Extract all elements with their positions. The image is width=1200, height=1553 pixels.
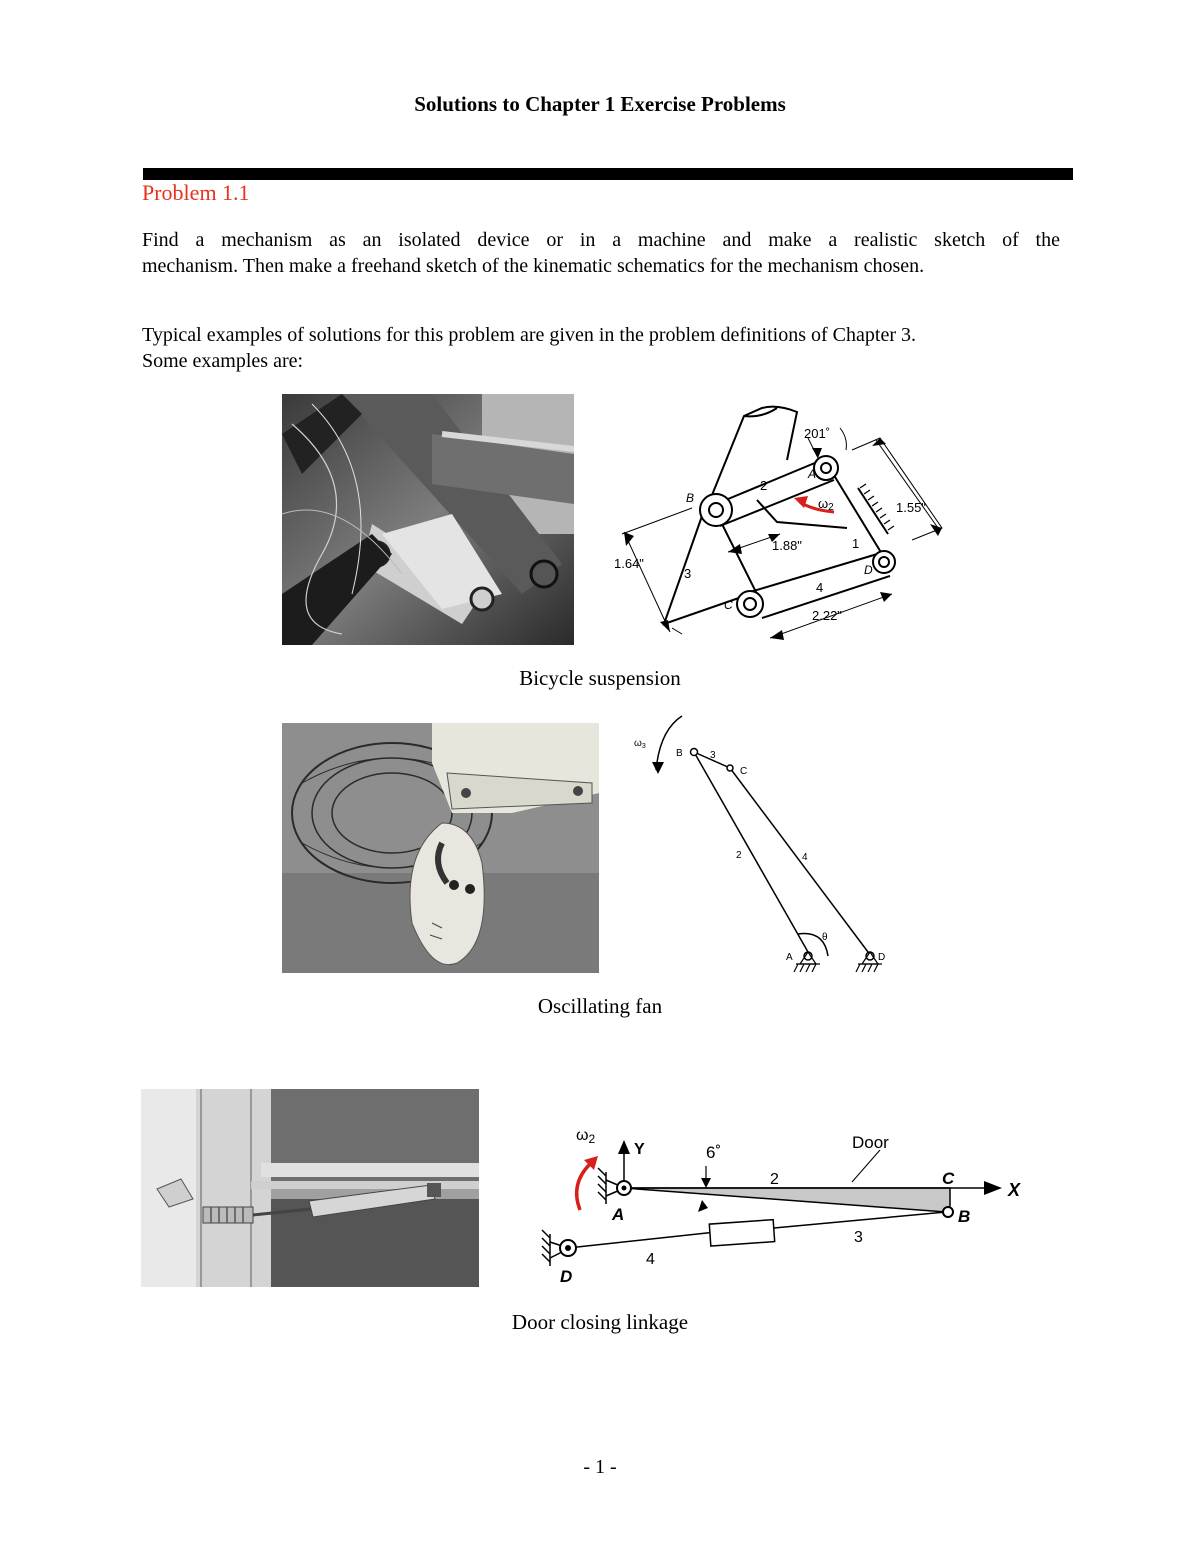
door-joint-a-label: A [612, 1205, 625, 1224]
door-closer-photo [141, 1089, 479, 1287]
section-rule [143, 168, 1073, 180]
fan-caption: Oscillating fan [537, 994, 663, 1018]
solution-text-line-2: Some examples are: [142, 350, 304, 372]
bicycle-dim-155: 1.55" [896, 500, 926, 515]
fan-joint-c-label: C [740, 766, 748, 777]
bicycle-link-4-label: 4 [816, 580, 824, 595]
problem-text-line-2: mechanism. Then make a freehand sketch of the kinematic schematics for the mechanism chosen. [142, 255, 925, 277]
door-door-label: Door [852, 1133, 889, 1152]
door-joint-d-label: D [560, 1267, 573, 1286]
bicycle-dim-164: 1.64" [614, 556, 644, 571]
oscillating-fan-photo [282, 723, 599, 973]
bicycle-joint-c-label: C [724, 598, 733, 612]
bicycle-joint-d-label: D [864, 563, 873, 577]
fan-link-2-label: 2 [736, 850, 742, 861]
bicycle-omega-label: ω2 [818, 496, 834, 513]
door-closer-schematic [540, 1126, 1040, 1288]
solution-intro [142, 322, 1060, 374]
bicycle-link-2-label: 2 [760, 478, 768, 493]
fan-omega-label: $\omega_3$ [634, 738, 646, 750]
door-y-axis-label: Y [634, 1141, 645, 1158]
fan-joint-b-label: B [676, 748, 683, 759]
fan-link-4-label: 4 [802, 852, 808, 863]
fan-joint-a-label: A [786, 952, 793, 963]
solution-text-line-1: Typical examples of solutions for this problem are given in the problem definitions of Chapter 3. [142, 324, 916, 346]
door-joint-b-label: B [958, 1207, 971, 1226]
fan-joint-d-label: D [878, 952, 886, 963]
door-omega-label: ω2 [576, 1127, 596, 1146]
problem-text-line-1: Find a mechanism as an isolated device or in a machine and make a realistic sketch of the [142, 229, 1060, 251]
door-x-axis-label: X [1008, 1180, 1021, 1200]
bicycle-link-1-label: 1 [852, 536, 860, 551]
bicycle-angle-label: 201˚ [804, 426, 831, 441]
oscillating-fan-schematic [628, 712, 900, 976]
page-title: Solutions to Chapter 1 Exercise Problems [414, 92, 786, 116]
door-caption: Door closing linkage [511, 1310, 689, 1334]
door-angle-label: 6˚ [706, 1143, 722, 1162]
bicycle-joint-a-label: A [808, 467, 817, 481]
problem-heading: Problem 1.1 [142, 180, 250, 205]
bicycle-joint-b-label: B [686, 491, 695, 505]
bicycle-link-3-label: 3 [684, 566, 692, 581]
fan-theta-label: θ [822, 932, 828, 943]
door-link-4-label: 4 [646, 1251, 655, 1268]
door-joint-c-label: C [942, 1169, 955, 1188]
bicycle-caption: Bicycle suspension [519, 666, 681, 690]
fan-link-3-label: 3 [710, 750, 716, 761]
door-link-3-label: 3 [854, 1229, 863, 1246]
bicycle-suspension-photo [282, 394, 574, 645]
problem-statement [142, 227, 1060, 279]
door-link-2-label: 2 [770, 1171, 779, 1188]
bicycle-dim-188: 1.88" [772, 538, 802, 553]
bicycle-suspension-schematic [612, 404, 952, 650]
bicycle-dim-222: 2.22" [812, 608, 842, 623]
page-number: - 1 - [583, 1456, 617, 1478]
